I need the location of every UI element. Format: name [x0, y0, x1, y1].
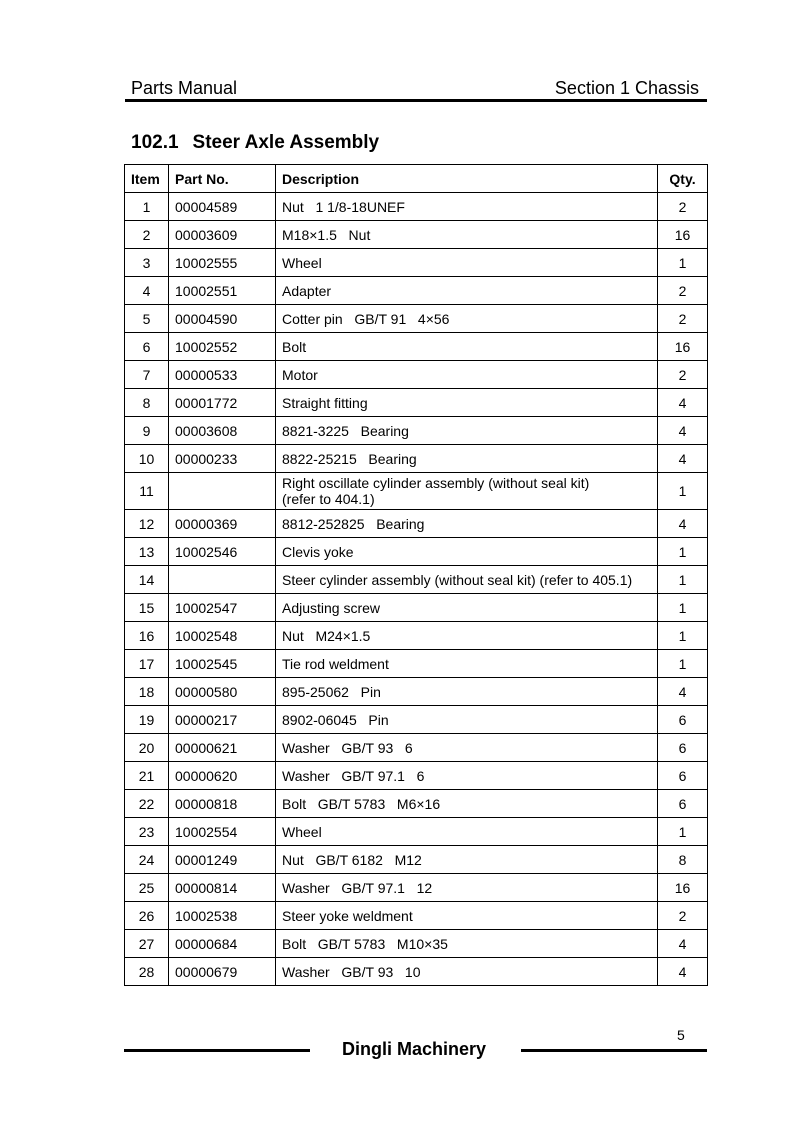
- cell-description: Steer yoke weldment: [276, 902, 658, 930]
- cell-qty: 2: [658, 305, 708, 333]
- cell-part-no: 00003609: [169, 221, 276, 249]
- description-line-1: Right oscillate cylinder assembly (without seal kit): [282, 475, 590, 491]
- cell-item: 2: [125, 221, 169, 249]
- cell-part-no: 10002548: [169, 622, 276, 650]
- cell-part-no: 00000679: [169, 958, 276, 986]
- cell-part-no: 10002545: [169, 650, 276, 678]
- cell-qty: 2: [658, 902, 708, 930]
- cell-item: 22: [125, 790, 169, 818]
- table-row: [125, 930, 708, 958]
- cell-item: 16: [125, 622, 169, 650]
- cell-item: 7: [125, 361, 169, 389]
- cell-item: 8: [125, 389, 169, 417]
- cell-part-no: 10002552: [169, 333, 276, 361]
- table-row: [125, 249, 708, 277]
- cell-item: 10: [125, 445, 169, 473]
- cell-item: 12: [125, 510, 169, 538]
- cell-part-no: 00000533: [169, 361, 276, 389]
- cell-item: 14: [125, 566, 169, 594]
- table-row: [125, 361, 708, 389]
- cell-part-no: 00000580: [169, 678, 276, 706]
- table-row: [125, 221, 708, 249]
- cell-qty: 4: [658, 678, 708, 706]
- cell-part-no: 00004590: [169, 305, 276, 333]
- cell-description: Bolt: [276, 333, 658, 361]
- cell-qty: 4: [658, 958, 708, 986]
- table-row: [125, 874, 708, 902]
- cell-item: 20: [125, 734, 169, 762]
- cell-item: 26: [125, 902, 169, 930]
- cell-qty: 4: [658, 417, 708, 445]
- table-row: [125, 650, 708, 678]
- cell-item: 1: [125, 193, 169, 221]
- table-row: [125, 818, 708, 846]
- table-row: [125, 417, 708, 445]
- cell-part-no: 00000217: [169, 706, 276, 734]
- cell-qty: 2: [658, 277, 708, 305]
- cell-qty: 8: [658, 846, 708, 874]
- cell-part-no: 10002555: [169, 249, 276, 277]
- table-row: [125, 594, 708, 622]
- cell-qty: 1: [658, 249, 708, 277]
- cell-part-no: 00000369: [169, 510, 276, 538]
- parts-table-body: [125, 193, 708, 986]
- cell-part-no: 00001772: [169, 389, 276, 417]
- cell-qty: 1: [658, 538, 708, 566]
- table-row: [125, 277, 708, 305]
- cell-part-no: 10002546: [169, 538, 276, 566]
- cell-part-no: 00000814: [169, 874, 276, 902]
- table-row: [125, 510, 708, 538]
- column-header-item: Item: [125, 165, 169, 193]
- table-row: [125, 678, 708, 706]
- cell-item: 24: [125, 846, 169, 874]
- cell-item: 25: [125, 874, 169, 902]
- cell-description: Nut GB/T 6182 M12: [276, 846, 658, 874]
- cell-item: 6: [125, 333, 169, 361]
- cell-description: Bolt GB/T 5783 M6×16: [276, 790, 658, 818]
- cell-qty: 4: [658, 445, 708, 473]
- section-title: Steer Axle Assembly: [192, 132, 380, 153]
- cell-qty: 16: [658, 221, 708, 249]
- table-row: [125, 790, 708, 818]
- footer-rule-left: [124, 1049, 310, 1052]
- cell-description: Clevis yoke: [276, 538, 658, 566]
- table-row: [125, 389, 708, 417]
- cell-qty: 6: [658, 734, 708, 762]
- table-row: [125, 762, 708, 790]
- table-row: [125, 193, 708, 221]
- description-line-2: (refer to 404.1): [282, 491, 375, 507]
- cell-description: Washer GB/T 97.1 12: [276, 874, 658, 902]
- cell-description: Cotter pin GB/T 91 4×56: [276, 305, 658, 333]
- cell-qty: 6: [658, 762, 708, 790]
- cell-item: 17: [125, 650, 169, 678]
- cell-qty: 4: [658, 930, 708, 958]
- cell-description: 8822-25215 Bearing: [276, 445, 658, 473]
- cell-part-no: 00000684: [169, 930, 276, 958]
- cell-item: 15: [125, 594, 169, 622]
- cell-item: 11: [125, 473, 169, 510]
- cell-qty: 1: [658, 594, 708, 622]
- cell-item: 21: [125, 762, 169, 790]
- cell-part-no: 10002554: [169, 818, 276, 846]
- cell-part-no: 10002547: [169, 594, 276, 622]
- cell-description: Washer GB/T 93 10: [276, 958, 658, 986]
- cell-qty: 4: [658, 510, 708, 538]
- cell-description: [276, 473, 658, 510]
- cell-qty: 6: [658, 790, 708, 818]
- cell-description: 895-25062 Pin: [276, 678, 658, 706]
- table-header-row: [125, 165, 708, 193]
- cell-qty: 1: [658, 566, 708, 594]
- cell-item: 9: [125, 417, 169, 445]
- cell-description: Tie rod weldment: [276, 650, 658, 678]
- cell-item: 19: [125, 706, 169, 734]
- cell-description: 8902-06045 Pin: [276, 706, 658, 734]
- cell-qty: 16: [658, 874, 708, 902]
- cell-item: 13: [125, 538, 169, 566]
- cell-description: Nut 1 1/8-18UNEF: [276, 193, 658, 221]
- cell-qty: 1: [658, 818, 708, 846]
- cell-description: Wheel: [276, 249, 658, 277]
- cell-description: 8812-252825 Bearing: [276, 510, 658, 538]
- cell-qty: 16: [658, 333, 708, 361]
- cell-description: Bolt GB/T 5783 M10×35: [276, 930, 658, 958]
- cell-item: 3: [125, 249, 169, 277]
- cell-part-no: 10002551: [169, 277, 276, 305]
- cell-description: M18×1.5 Nut: [276, 221, 658, 249]
- cell-qty: 1: [658, 650, 708, 678]
- cell-part-no: 00000621: [169, 734, 276, 762]
- table-row: [125, 473, 708, 510]
- footer-company: Dingli Machinery: [342, 1039, 487, 1059]
- cell-description: Adapter: [276, 277, 658, 305]
- table-row: [125, 734, 708, 762]
- cell-item: 28: [125, 958, 169, 986]
- table-row: [125, 846, 708, 874]
- cell-description: Straight fitting: [276, 389, 658, 417]
- cell-description: Motor: [276, 361, 658, 389]
- table-row: [125, 706, 708, 734]
- cell-qty: 1: [658, 473, 708, 510]
- column-header-description: Description: [276, 165, 658, 193]
- cell-part-no: [169, 473, 276, 510]
- table-row: [125, 902, 708, 930]
- table-row: [125, 445, 708, 473]
- cell-qty: 6: [658, 706, 708, 734]
- table-row: [125, 538, 708, 566]
- cell-part-no: 00000233: [169, 445, 276, 473]
- cell-description: Washer GB/T 93 6: [276, 734, 658, 762]
- cell-qty: 4: [658, 389, 708, 417]
- header-left: Parts Manual: [131, 78, 238, 98]
- cell-description: Steer cylinder assembly (without seal kit) (refer to 405.1): [276, 566, 658, 594]
- table-row: [125, 622, 708, 650]
- cell-item: 27: [125, 930, 169, 958]
- table-row: [125, 305, 708, 333]
- page-number: 5: [677, 1027, 685, 1043]
- cell-qty: 1: [658, 622, 708, 650]
- cell-description: Adjusting screw: [276, 594, 658, 622]
- cell-item: 23: [125, 818, 169, 846]
- cell-item: 4: [125, 277, 169, 305]
- column-header-part-no: Part No.: [169, 165, 276, 193]
- page-title: [131, 132, 379, 154]
- cell-description: Wheel: [276, 818, 658, 846]
- cell-qty: 2: [658, 193, 708, 221]
- cell-item: 18: [125, 678, 169, 706]
- cell-part-no: 00000818: [169, 790, 276, 818]
- cell-part-no: 00004589: [169, 193, 276, 221]
- cell-part-no: 00001249: [169, 846, 276, 874]
- cell-description: Nut M24×1.5: [276, 622, 658, 650]
- header-right: Section 1 Chassis: [554, 78, 699, 98]
- table-row: [125, 566, 708, 594]
- section-number: 102.1: [131, 132, 179, 153]
- cell-part-no: 10002538: [169, 902, 276, 930]
- cell-item: 5: [125, 305, 169, 333]
- cell-description: Washer GB/T 97.1 6: [276, 762, 658, 790]
- table-row: [125, 958, 708, 986]
- parts-table: [124, 164, 708, 986]
- cell-description: 8821-3225 Bearing: [276, 417, 658, 445]
- cell-part-no: 00000620: [169, 762, 276, 790]
- cell-qty: 2: [658, 361, 708, 389]
- cell-part-no: [169, 566, 276, 594]
- header-rule: [125, 99, 707, 102]
- cell-part-no: 00003608: [169, 417, 276, 445]
- column-header-qty: Qty.: [658, 165, 708, 193]
- footer-rule-right: [521, 1049, 707, 1052]
- table-row: [125, 333, 708, 361]
